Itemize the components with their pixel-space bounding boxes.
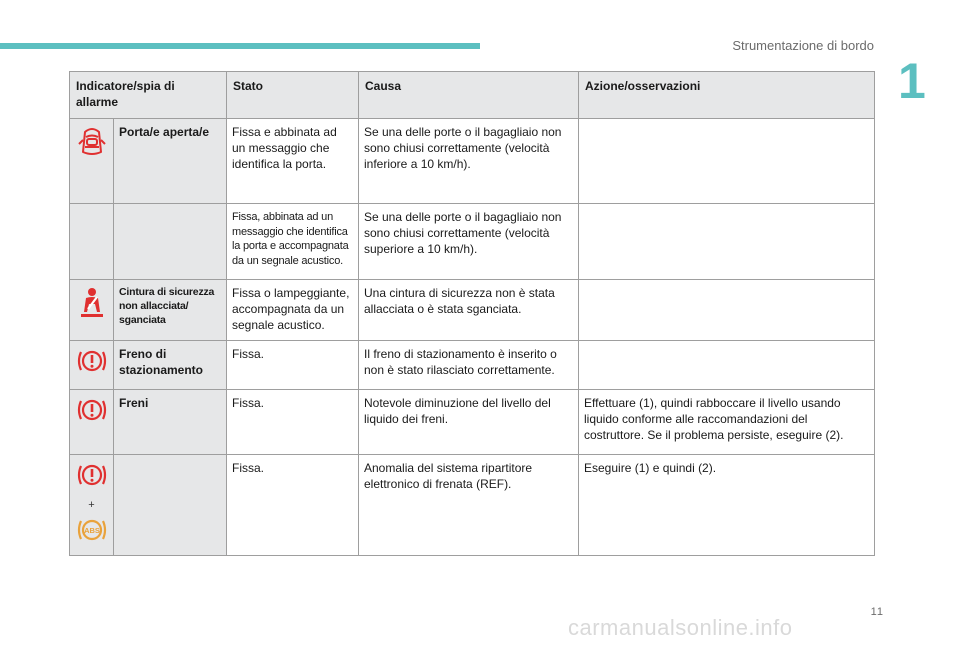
header-accent-bar — [0, 43, 480, 49]
indicator-label: Cintura di sicurezza non allacciata/ sganciata — [114, 279, 227, 340]
action-cell: Effettuare (1), quindi rabboccare il livello usando liquido conforme alle raccomandazioni del costruttore. Se il problema persiste, eseguire (2). — [579, 389, 875, 454]
column-header-cause: Causa — [359, 72, 579, 119]
plus-sign: + — [88, 498, 95, 511]
state-cell: Fissa. — [227, 389, 359, 454]
door-open-icon — [77, 148, 107, 162]
page-number: 11 — [870, 606, 884, 618]
abs-icon — [76, 526, 108, 547]
seatbelt-icon — [77, 309, 107, 323]
column-header-indicator: Indicatore/spia di allarme — [70, 72, 227, 119]
table-header-row — [70, 72, 875, 119]
parking-brake-icon — [76, 364, 108, 378]
action-cell — [579, 118, 875, 203]
section-title: Strumentazione di bordo — [732, 38, 874, 53]
brake-warning-icon — [76, 413, 108, 427]
action-cell — [579, 340, 875, 389]
state-cell: Fissa o lampeggiante, accompagnata da un segnale acustico. — [227, 279, 359, 340]
table-row — [70, 203, 875, 279]
cause-cell: Il freno di stazionamento è inserito o non è stato rilasciato correttamente. — [359, 340, 579, 389]
cause-cell: Notevole diminuzione del livello del liquido dei freni. — [359, 389, 579, 454]
chapter-number: 1 — [898, 53, 926, 109]
icon-cell — [70, 279, 114, 340]
cause-cell: Una cintura di sicurezza non è stata allacciata o è stata sganciata. — [359, 279, 579, 340]
cause-cell: Anomalia del sistema ripartitore elettronico di frenata (REF). — [359, 454, 579, 556]
indicator-cell — [114, 203, 227, 279]
indicator-cell — [114, 454, 227, 556]
indicator-label: Freni — [114, 389, 227, 454]
state-cell: Fissa. — [227, 454, 359, 556]
icon-cell — [70, 340, 114, 389]
column-header-action: Azione/osservazioni — [579, 72, 875, 119]
table-row — [70, 118, 875, 203]
table-row — [70, 454, 875, 556]
state-cell: Fissa. — [227, 340, 359, 389]
watermark: carmanualsonline.info — [568, 615, 793, 640]
brake-warning-icon — [76, 478, 108, 492]
state-cell: Fissa e abbinata ad un messaggio che identifica la porta. — [227, 118, 359, 203]
warning-lights-table — [69, 71, 875, 556]
table-row — [70, 279, 875, 340]
state-cell: Fissa, abbinata ad un messaggio che identifica la porta e accompagnata da un segnale acustico. — [227, 203, 359, 279]
cause-cell: Se una delle porte o il bagagliaio non sono chiusi correttamente (velocità inferiore a 10 km/h). — [359, 118, 579, 203]
action-cell — [579, 279, 875, 340]
icon-cell — [70, 454, 114, 556]
table-row — [70, 389, 875, 454]
action-cell — [579, 203, 875, 279]
table-row — [70, 340, 875, 389]
cause-cell: Se una delle porte o il bagagliaio non sono chiusi correttamente (velocità superiore a 10 km/h). — [359, 203, 579, 279]
svg-text:ABS: ABS — [83, 526, 100, 536]
icon-cell — [70, 203, 114, 279]
indicator-label: Porta/e aperta/e — [114, 118, 227, 203]
indicator-label: Freno di stazionamento — [114, 340, 227, 389]
icon-cell — [70, 118, 114, 203]
column-header-state: Stato — [227, 72, 359, 119]
icon-cell — [70, 389, 114, 454]
action-cell: Eseguire (1) e quindi (2). — [579, 454, 875, 556]
